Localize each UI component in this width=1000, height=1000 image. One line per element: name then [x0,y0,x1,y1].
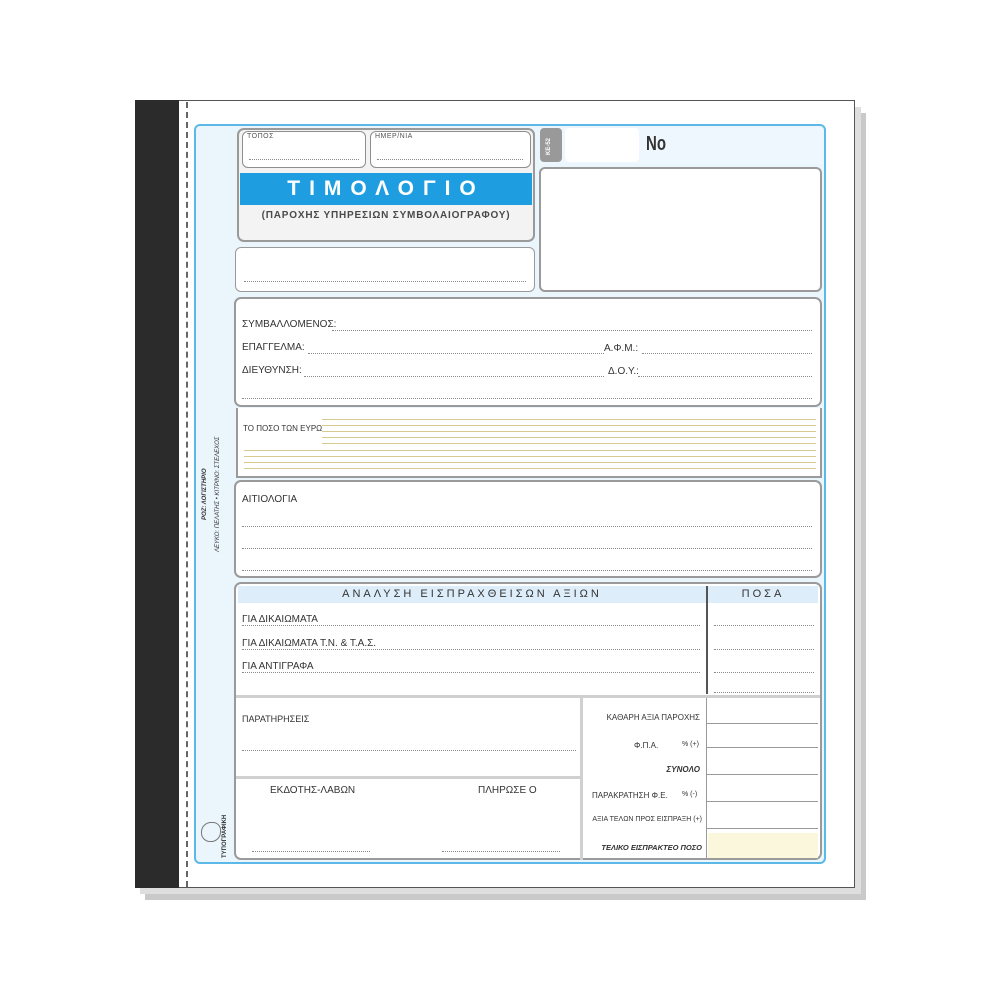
party-details-box [234,297,822,407]
withholding-value-line [706,801,818,802]
row-copies-line [242,672,700,673]
afm-line[interactable] [642,353,812,354]
final-amount-label: ΤΕΛΙΚΟ ΕΙΣΠΡΑΚΤΕΟ ΠΟΣΟ [601,843,702,852]
date-line [377,159,523,160]
totals-divider [580,698,583,860]
row-copies-label: ΓΙΑ ΑΝΤΙΓΡΑΦΑ [242,661,314,672]
row-rights-line [242,625,700,626]
amounts-divider [706,586,708,694]
contractor-label: ΣΥΜΒΑΛΛΟΜΕΝΟΣ: [242,319,337,330]
net-value-line [706,723,818,724]
payer-signature-line[interactable] [442,851,560,852]
final-amount-value[interactable] [708,833,818,858]
reason-line-3[interactable] [242,570,812,571]
contractor-line[interactable] [332,330,812,331]
withholding-label: ΠΑΡΑΚΡΑΤΗΣΗ Φ.Ε. [592,791,668,800]
issuer-stamp-box [539,167,822,292]
code-tag [540,128,562,162]
stamp-fees-label: ΑΞΙΑ ΤΕΛΩΝ ΠΡΟΣ ΕΙΣΠΡΑΞΗ (+) [592,816,702,823]
series-field[interactable] [565,128,639,162]
net-label: ΚΑΘΑΡΗ ΑΞΙΑ ΠΑΡΟΧΗΣ [606,713,700,722]
row-rights-label: ΓΙΑ ΔΙΚΑΙΩΜΑΤΑ [242,614,318,625]
amounts-header: ΠΟΣΑ [708,586,818,603]
perforation-line [186,102,188,887]
reason-label: ΑΙΤΙΟΛΟΓΙΑ [242,494,298,505]
extra-field-line [244,281,526,282]
side-note-copy-pink: ΡΟΖ: ΛΟΓΙΣΤΗΡΙΟ [202,468,208,520]
amount-box [236,408,822,478]
profession-label: ΕΠΑΓΓΕΛΜΑ: [242,342,305,353]
vat-label: Φ.Π.Α. [634,741,659,750]
doy-line[interactable] [638,376,812,377]
afm-label: Α.Φ.Μ.: [604,343,639,354]
date-field[interactable] [370,131,531,168]
reason-line-2[interactable] [242,548,812,549]
vat-value-line [706,747,818,748]
amount-label: ΤΟ ΠΟΣΟ ΤΩΝ ΕΥΡΩ [243,424,323,433]
place-field[interactable] [242,131,366,168]
remarks-label: ΠΑΡΑΤΗΡΗΣΕΙΣ [242,714,310,724]
side-note-copy-white-yellow: ΛΕΥΚΟ: ΠΕΛΑΤΗΣ • ΚΙΤΡΙΝΟ: ΣΤΕΛΕΧΟΣ [215,436,221,552]
address-extra-line[interactable] [242,398,812,399]
doy-label: Δ.Ο.Υ.: [608,366,639,377]
place-line [249,159,359,160]
total-value-line [706,774,818,775]
amount-words-line-1[interactable] [322,414,816,445]
binding-spine [135,100,179,888]
remarks-separator [236,776,580,779]
date-label: ΗΜΕΡ/ΝΙΑ [375,133,413,140]
row-rights-tn-amount[interactable] [714,649,814,650]
number-label: No [646,133,667,155]
profession-line[interactable] [308,353,604,354]
issuer-signature-line[interactable] [252,851,370,852]
publisher-logo-icon [201,822,221,842]
address-label: ΔΙΕΥΘΥΝΣΗ: [242,365,302,376]
amount-words-line-2[interactable] [244,445,816,470]
payer-label: ΠΛΗΡΩΣΕ Ο [478,785,537,796]
issuer-label: ΕΚΔΟΤΗΣ-ΛΑΒΩΝ [270,785,356,796]
code-tag-text: ΚΕ-52 [546,137,552,155]
document-title: ΤΙΜΟΛΟΓΙΟ [240,173,532,205]
section-separator [236,695,820,698]
withholding-pct-label: % (-) [682,791,698,798]
extra-field[interactable] [235,247,535,292]
analysis-header: ΑΝΑΛΥΣΗ ΕΙΣΠΡΑΧΘΕΙΣΩΝ ΑΞΙΩΝ [238,586,706,603]
document-subtitle: (ΠΑΡΟΧΗΣ ΥΠΗΡΕΣΙΩΝ ΣΥΜΒΟΛΑΙΟΓΡΑΦΟΥ) [261,210,511,221]
reason-line-1[interactable] [242,526,812,527]
row-rights-tn-line [242,649,700,650]
reason-box [234,480,822,578]
stamp-fees-value-line [706,828,818,829]
remarks-line[interactable] [242,750,576,751]
row-rights-tn-label: ΓΙΑ ΔΙΚΑΙΩΜΑΤΑ Τ.Ν. & Τ.Α.Σ. [242,638,377,649]
row-rights-amount[interactable] [714,625,814,626]
row-copies-amount[interactable] [714,672,814,673]
place-label: ΤΟΠΟΣ [247,133,274,140]
total-label: ΣΥΝΟΛΟ [666,765,700,774]
publisher-name: ΤΥΠΟΓΡΑΦΙΚΗ [222,814,228,858]
vat-pct-label: % (+) [682,741,699,748]
analysis-box [234,582,822,860]
address-line[interactable] [304,376,604,377]
row-extra-amount[interactable] [714,692,814,693]
